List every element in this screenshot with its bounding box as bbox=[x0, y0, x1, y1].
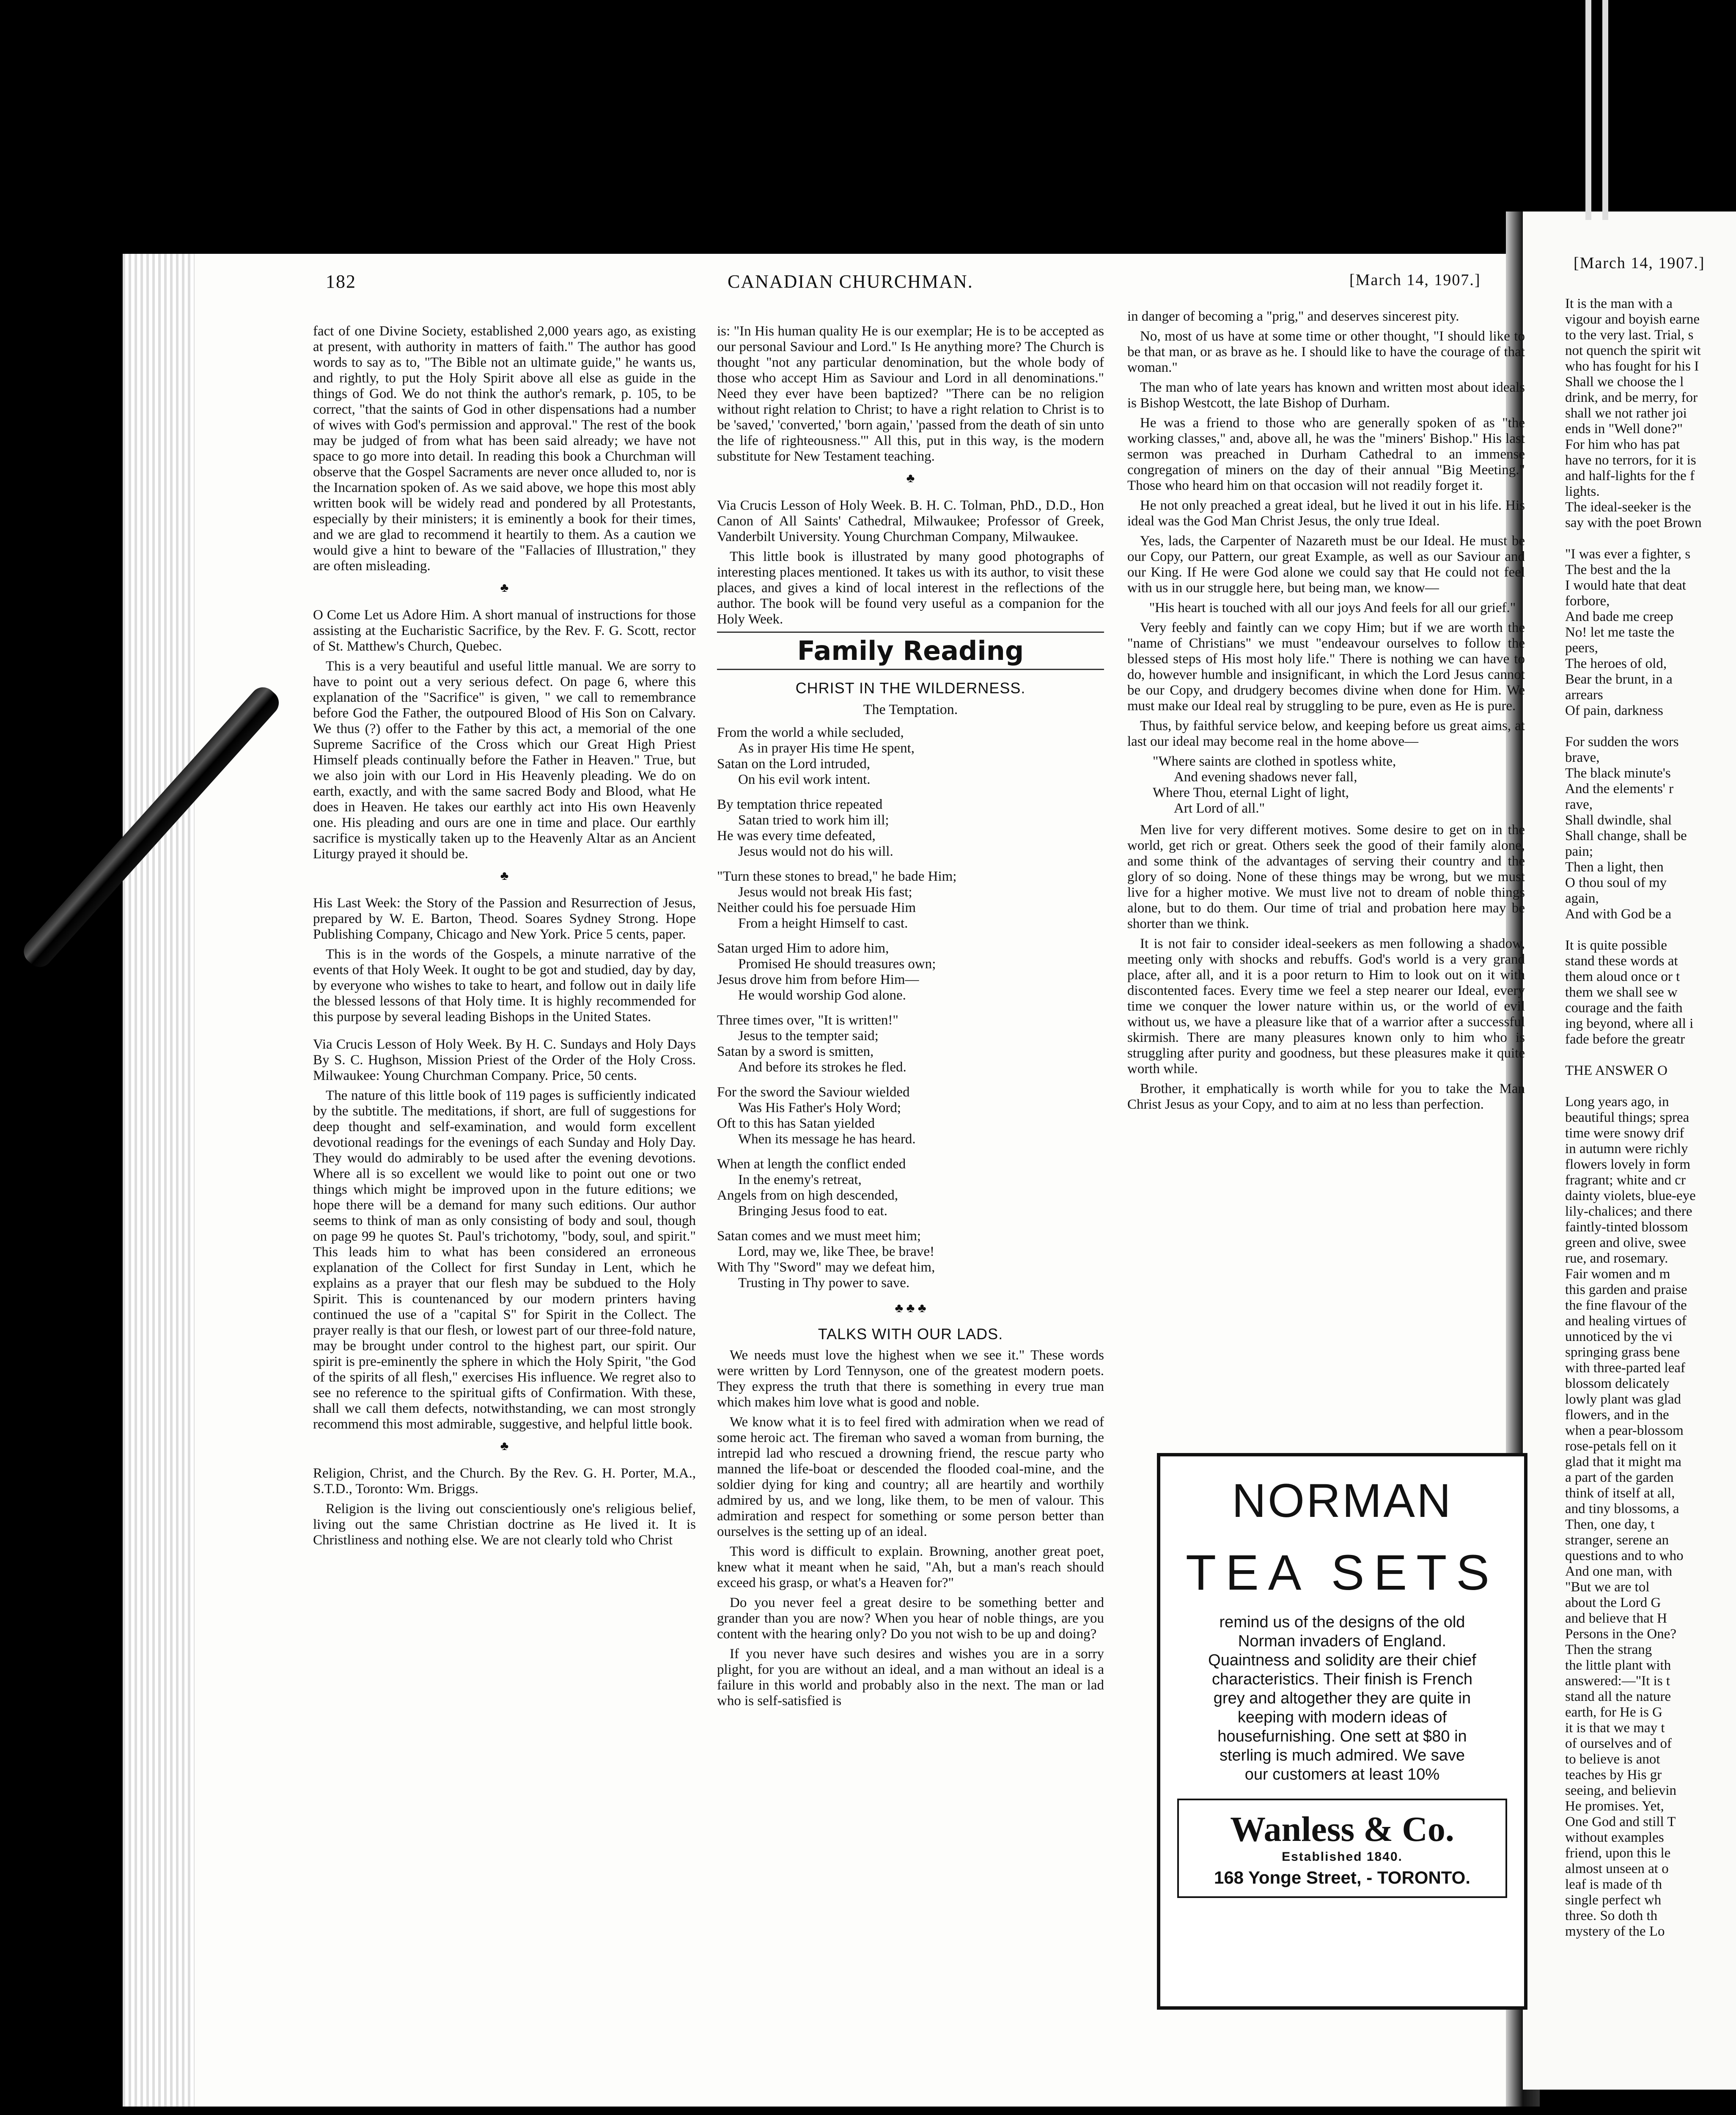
poem-stanza bbox=[717, 1156, 1104, 1219]
poem-line: From a height Himself to cast. bbox=[738, 916, 908, 931]
poem-line: Three times over, "It is written!" bbox=[717, 1013, 898, 1028]
verse-line: Where Thou, eternal Light of light, bbox=[1153, 785, 1349, 800]
book-entry-title: Via Crucis Lesson of Holy Week. B. H. C. Tolman, PhD., D.D., Hon Canon of All Saints' Cathedral, Milwaukee; Professor of Greek, Vanderbilt University. Young Churchman Company, Milwaukee. bbox=[717, 498, 1104, 544]
right-page-line: fragrant; white and cr bbox=[1565, 1173, 1686, 1188]
section-ornament: ♣ bbox=[500, 1439, 509, 1453]
right-page-line: glad that it might ma bbox=[1565, 1454, 1681, 1470]
right-page-line: O thou soul of my bbox=[1565, 875, 1667, 890]
right-page-line: green and olive, swee bbox=[1565, 1235, 1686, 1250]
right-page-line: I would hate that deat bbox=[1565, 578, 1686, 593]
right-page-line: lily-chalices; and there bbox=[1565, 1204, 1692, 1219]
right-page-line: the little plant with bbox=[1565, 1658, 1671, 1673]
right-page-line: unnoticed by the vi bbox=[1565, 1329, 1673, 1344]
right-page-line: answered:—"It is t bbox=[1565, 1673, 1670, 1689]
ad-company: Wanless & Co. bbox=[1230, 1810, 1454, 1849]
right-page-line bbox=[1565, 922, 1736, 938]
page-edges bbox=[123, 254, 195, 2107]
poem-line: In the enemy's retreat, bbox=[738, 1172, 862, 1187]
talks-paragraph: Do you never feel a great desire to be something better and grander than you are now? When you hear of noble things, are you content with the hearing only? Do you not wish to be up and doing? bbox=[717, 1595, 1104, 1642]
right-page-line: beautiful things; sprea bbox=[1565, 1110, 1689, 1125]
right-page-line: It is quite possible bbox=[1565, 938, 1667, 953]
poem-stanza bbox=[717, 797, 1104, 860]
column-2 bbox=[717, 324, 1104, 1713]
right-page-line: with three-parted leaf bbox=[1565, 1360, 1686, 1376]
right-page-line: ing beyond, where all i bbox=[1565, 1016, 1694, 1031]
right-page-line: It is the man with a bbox=[1565, 296, 1673, 311]
book-entry-title: Via Crucis Lesson of Holy Week. By H. C. Sundays and Holy Days By S. C. Hughson, Mission Priest of the Order of the Holy Cross. Milwaukee: Young Churchman Company. Price, 50 cents. bbox=[313, 1037, 696, 1083]
right-page-line: blossom delicately bbox=[1565, 1376, 1670, 1391]
right-page-line: stand these words at bbox=[1565, 953, 1678, 969]
talks-paragraph: Thus, by faithful service below, and keeping before us great aims, at last our ideal may become real in the home above— bbox=[1127, 718, 1525, 749]
right-page-line: The heroes of old, bbox=[1565, 656, 1667, 671]
right-page-line: vigour and boyish earne bbox=[1565, 312, 1700, 327]
talks-paragraph: If you never have such desires and wishes you are in a sorry plight, for you are without an ideal, and a man without an ideal is a failure in this world and probably also in the next. The man or lad who is self-satisfied is bbox=[717, 1646, 1104, 1708]
talks-paragraph: No, most of us have at some time or other thought, "I should like to be that man, or as brave as he. I should like to have the courage of that woman." bbox=[1127, 329, 1525, 375]
talks-paragraph: The man who of late years has known and written most about ideals is Bishop Westcott, the late Bishop of Durham. bbox=[1127, 380, 1525, 411]
right-page-line: leaf is made of th bbox=[1565, 1877, 1662, 1892]
verse-line: "Where saints are clothed in spotless white, bbox=[1153, 754, 1396, 769]
right-page-line: them we shall see w bbox=[1565, 985, 1678, 1000]
right-page-line: Then, one day, t bbox=[1565, 1517, 1655, 1532]
right-page-line: to the very last. Trial, s bbox=[1565, 327, 1694, 343]
poem bbox=[717, 725, 1104, 1291]
right-page-line: shall we not rather joi bbox=[1565, 406, 1687, 421]
top-stripe bbox=[1602, 0, 1608, 220]
book-entry-title: Religion, Christ, and the Church. By the Rev. G. H. Porter, M.A., S.T.D., Toronto: Wm. Briggs. bbox=[313, 1466, 696, 1497]
poem-subtitle: The Temptation. bbox=[863, 702, 958, 717]
right-page-line: it is that we may t bbox=[1565, 1720, 1665, 1736]
ad-body: remind us of the designs of the old Norman invaders of England. Quaintness and solidity are their chief characteristics. Their finish is French grey and altogether they are quite in keeping with modern ideas of housefurnishing. One sett at $80 in sterling is much admired. We save our customers at least 10% bbox=[1208, 1613, 1476, 1783]
right-page-line: teaches by His gr bbox=[1565, 1767, 1662, 1783]
poem-title: CHRIST IN THE WILDERNESS. bbox=[795, 679, 1026, 697]
book-entry-title: His Last Week: the Story of the Passion and Resurrection of Jesus, prepared by W. E. Barton, Theod. Soares Sydney Strong. Hope Publishing Company, Chicago and New York. Price 5 cents, paper. bbox=[313, 895, 696, 942]
talks-paragraph: We needs must love the highest when we see it." These words were written by Lord Tennyson, one of the greatest modern poets. They express the truth that there is something in every true man which makes him love what is good and noble. bbox=[717, 1348, 1104, 1410]
talks-paragraph: Brother, it emphatically is worth while for you to take the Man Christ Jesus as your Copy, and to aim at no less than perfection. bbox=[1127, 1081, 1525, 1112]
poem-line: Was His Father's Holy Word; bbox=[738, 1100, 901, 1115]
right-page-line: three. So doth th bbox=[1565, 1908, 1658, 1923]
right-page-line: And the elements' r bbox=[1565, 781, 1674, 797]
right-page-line: friend, upon this le bbox=[1565, 1846, 1671, 1861]
right-page-line: "I was ever a fighter, s bbox=[1565, 547, 1691, 562]
talks-paragraph: Very feebly and faintly can we copy Him; but if we are worth the "name of Christians" we must "endeavour ourselves to follow the blessed steps of His most holy life." There is nothing we can have to do, however humble and insignificant, in which the Lord Jesus cannot be our Copy, and drudgery becomes divine when done for Him. We must make our Ideal real by struggling to be pure, even as He is pure. bbox=[1127, 620, 1525, 714]
poem-line: Jesus would not do his will. bbox=[738, 844, 893, 859]
right-page-line: THE ANSWER O bbox=[1565, 1063, 1667, 1078]
right-page-line: to believe is anot bbox=[1565, 1752, 1660, 1767]
poem-line: He would worship God alone. bbox=[738, 988, 906, 1003]
right-page-line: And one man, with bbox=[1565, 1564, 1672, 1579]
poem-stanza bbox=[717, 1085, 1104, 1147]
ad-established: Established 1840. bbox=[1282, 1850, 1403, 1864]
right-page-line: Fair women and m bbox=[1565, 1266, 1670, 1282]
review-paragraph: This is a very beautiful and useful little manual. We are sorry to have to point out a very serious defect. On page 6, where this explanation of the "Sacrifice" is given, " we call to remembrance before God the Father, the outpoured Blood of His Son on Calvary. We thus (?) offer to the Father by this act, a memorial of the one Supreme Sacrifice of the Cross which our Great High Priest Himself pleads continually before the Father in Heaven." True, but we also join with our Lord in His Heavenly pleading. We do on earth, exactly, and with the same sacred Body and Blood, what He does in Heaven. He takes our earthly act into His own Heavenly one. His pleading and ours are one in time and place. Our earthly sacrifice is mystically taken up to the Heavenly Altar as an Ancient Liturgy prayed it should be. bbox=[313, 659, 696, 862]
right-page-line bbox=[1565, 1047, 1736, 1063]
right-page-column bbox=[1565, 296, 1736, 1939]
right-page-line: ends in "Well done?" bbox=[1565, 421, 1683, 437]
right-page-line: rave, bbox=[1565, 797, 1593, 812]
poem-line: Promised He should treasures own; bbox=[738, 956, 936, 972]
right-page-line: He promises. Yet, bbox=[1565, 1799, 1664, 1814]
right-page-line: brave, bbox=[1565, 750, 1600, 765]
right-page-line: earth, for He is G bbox=[1565, 1705, 1663, 1720]
right-page-line bbox=[1565, 531, 1736, 547]
poem-line: On his evil work intent. bbox=[738, 772, 871, 787]
right-page-line: the fine flavour of the bbox=[1565, 1298, 1687, 1313]
poem-line: Neither could his foe persuade Him bbox=[717, 900, 916, 915]
right-page-line: of ourselves and of bbox=[1565, 1736, 1672, 1751]
right-page-line: them aloud once or t bbox=[1565, 969, 1680, 984]
right-page-line: fade before the greatr bbox=[1565, 1032, 1685, 1047]
poem-stanza bbox=[717, 1013, 1104, 1075]
section-ornament: ♣ bbox=[500, 869, 509, 883]
right-page-line: courage and the faith bbox=[1565, 1000, 1683, 1016]
column-3 bbox=[1127, 309, 1525, 1117]
poem-line: Satan tried to work him ill; bbox=[738, 813, 889, 828]
right-page-line: flowers lovely in form bbox=[1565, 1157, 1691, 1172]
right-page-line: The ideal-seeker is the bbox=[1565, 500, 1691, 515]
right-page-line: and tiny blossoms, a bbox=[1565, 1501, 1679, 1516]
right-page-line: peers, bbox=[1565, 640, 1598, 656]
section-ornament: ♣ bbox=[500, 581, 509, 595]
right-page-line: almost unseen at o bbox=[1565, 1861, 1669, 1876]
right-page-line: say with the poet Brown bbox=[1565, 515, 1702, 530]
right-page-line: Long years ago, in bbox=[1565, 1094, 1669, 1110]
verse-line: And evening shadows never fall, bbox=[1174, 769, 1357, 785]
review-paragraph: This is in the words of the Gospels, a minute narrative of the events of that Holy Week. It ought to be got and studied, day by day, by everyone who wishes to take to heart, and follow out in daily life the blessed lessons of that Holy time. It is highly recommended for this purpose by several leading Bishops in the United States. bbox=[313, 947, 696, 1025]
right-page-line: springing grass bene bbox=[1565, 1345, 1680, 1360]
talks-paragraph: in danger of becoming a "prig," and deserves sincerest pity. bbox=[1127, 309, 1459, 324]
right-page-line: without examples bbox=[1565, 1830, 1664, 1845]
poem-stanza bbox=[717, 1228, 1104, 1291]
poem-line: He was every time defeated, bbox=[717, 828, 876, 843]
right-page-line: lowly plant was glad bbox=[1565, 1392, 1681, 1407]
poem-line: Satan by a sword is smitten, bbox=[717, 1044, 874, 1059]
verse-line: Art Lord of all." bbox=[1174, 801, 1265, 816]
right-page-line: faintly-tinted blossom bbox=[1565, 1220, 1688, 1235]
journal-title: CANADIAN CHURCHMAN. bbox=[728, 271, 973, 292]
right-page-line: Shall we choose the l bbox=[1565, 374, 1684, 390]
right-page-line: Then a light, then bbox=[1565, 860, 1664, 875]
right-page-line: about the Lord G bbox=[1565, 1595, 1661, 1610]
poem-line: Angels from on high descended, bbox=[717, 1188, 898, 1203]
right-page-line: arrears bbox=[1565, 687, 1603, 703]
poem-line: Bringing Jesus food to eat. bbox=[738, 1203, 887, 1219]
poem-line: Lord, may we, like Thee, be brave! bbox=[738, 1244, 934, 1259]
section-ornament: ♣ ♣ ♣ bbox=[895, 1301, 926, 1315]
talks-paragraph: This word is difficult to explain. Browning, another great poet, knew what it meant when he said, "Ah, but a man's reach should exceed his grasp, or what's a Heaven for?" bbox=[717, 1544, 1104, 1590]
talks-paragraph: Men live for very different motives. Some desire to get on in the world, get rich or great. Others seek the good of their family alone, and some think of the advantages of serving their country and the glory of so doing. None of these things may be wrong, but we must live for a higher motive. We must live not to dream of noble things alone, but to do them. Our time of trial and probation here may be shorter than we think. bbox=[1127, 822, 1525, 931]
talks-paragraph: Yes, lads, the Carpenter of Nazareth must be our Ideal. He must be our Copy, our Pattern, our great Example, as well as our Saviour and our King. If He were God alone we could say that He could not feel with us in our struggle here, but being man, we know— bbox=[1127, 533, 1525, 596]
review-paragraph: This little book is illustrated by many good photographs of interesting places mentioned. It takes us with its author, to visit these places, and gives a kind of local interest in the reflections of the author. The book will be found very useful as a companion for the Holy Week. bbox=[717, 549, 1104, 627]
poem-line: Satan comes and we must meet him; bbox=[717, 1228, 921, 1244]
poem-line: By temptation thrice repeated bbox=[717, 797, 883, 812]
divider bbox=[717, 632, 1104, 633]
poem-line: With Thy "Sword" may we defeat him, bbox=[717, 1260, 935, 1275]
top-stripe bbox=[1585, 0, 1591, 220]
poem-line: When its message he has heard. bbox=[738, 1132, 916, 1147]
poem-line: And before its strokes he fled. bbox=[738, 1060, 906, 1075]
right-page-line: flowers, and in the bbox=[1565, 1407, 1669, 1423]
right-page-line: The best and the la bbox=[1565, 562, 1671, 577]
right-page-line: and healing virtues of bbox=[1565, 1313, 1687, 1329]
book-entry-title: O Come Let us Adore Him. A short manual of instructions for those assisting at the Eucharistic Sacrifice, by the Rev. F. G. Scott, rector of St. Matthew's Church, Quebec. bbox=[313, 607, 696, 654]
right-page-line: a part of the garden bbox=[1565, 1470, 1674, 1485]
poem-stanza bbox=[717, 725, 1104, 788]
poem-line: Satan on the Lord intruded, bbox=[717, 756, 871, 772]
right-page-line: seeing, and believin bbox=[1565, 1783, 1677, 1798]
review-paragraph: Religion is the living out conscientiously one's religious belief, living out the same Christian doctrine as He lived it. It is Christliness and nothing else. We are not clearly told who Christ bbox=[313, 1501, 696, 1548]
talks-paragraph: It is not fair to consider ideal-seekers as men following a shadow, meeting only with shocks and rebuffs. God's world is a very grand place, after all, and it is a poor return to Him to look out on it with discontented faces. Every time we feel a step nearer our Ideal, every time we conquer the lower nature within us, or the world of evil without us, we have a pleasure like that of a warrior after a successful skirmish. There are many pleasures known only to him who is struggling after purity and goodness, but these pleasures make it quite worth while. bbox=[1127, 936, 1525, 1077]
right-page-line: dainty violets, blue-eye bbox=[1565, 1188, 1696, 1203]
right-page-line: mystery of the Lo bbox=[1565, 1924, 1665, 1939]
review-paragraph: is: "In His human quality He is our exemplar; He is to be accepted as our personal Saviour and Lord." Is He anything more? The Church is thought "not any particular denomination, but the whole body of those who accept Him as Saviour and Lord in all denominations." Need they ever have been baptized? "There can be no religion without right relation to Christ; to have a right relation to Christ is to be 'saved,' 'converted,' 'born again,' 'passed from the death of sin unto the life of righteousness.'" All this, put in this way, is the modern substitute for New Testament teaching. bbox=[717, 324, 1104, 464]
right-page-line: forbore, bbox=[1565, 593, 1610, 609]
right-page-line: think of itself at all, bbox=[1565, 1486, 1675, 1501]
ad-address: 168 Yonge Street, - TORONTO. bbox=[1214, 1868, 1471, 1887]
right-page-line: One God and still T bbox=[1565, 1814, 1676, 1829]
ad-headline: TEA SETS bbox=[1186, 1545, 1499, 1601]
right-page-line: who has fought for his I bbox=[1565, 359, 1699, 374]
poem-stanza bbox=[717, 941, 1104, 1003]
right-page-line: No! let me taste the bbox=[1565, 625, 1675, 640]
right-page-line bbox=[1565, 1079, 1736, 1094]
ad-headline: NORMAN bbox=[1232, 1474, 1453, 1527]
section-title: Family Reading bbox=[797, 635, 1024, 666]
section-ornament: ♣ bbox=[906, 471, 915, 485]
right-page-line: in autumn were richly bbox=[1565, 1141, 1688, 1156]
right-page-line: Then the strang bbox=[1565, 1642, 1652, 1657]
talks-paragraph: We know what it is to feel fired with admiration when we read of some heroic act. The fireman who saved a woman from burning, the intrepid lad who rescued a drowning friend, the rescue party who manned the life-boat or descended the flooded coal-mine, and the soldier dying for king and country; all are heartily and worthily admired by us, and we long, like them, to be men of valour. This admiration and respect for something or some person better than ourselves is the setting up of an ideal. bbox=[717, 1415, 1104, 1539]
right-page-line: Bear the brunt, in a bbox=[1565, 672, 1673, 687]
page-date: [March 14, 1907.] bbox=[1349, 271, 1481, 289]
right-page-line: Of pain, darkness bbox=[1565, 703, 1663, 718]
talks-paragraph: He not only preached a great ideal, but he lived it out in his life. His ideal was the God Man Christ Jesus, the only true Ideal. bbox=[1127, 498, 1525, 529]
page-number: 182 bbox=[326, 271, 356, 292]
right-page-line: Shall change, shall be bbox=[1565, 828, 1687, 843]
divider bbox=[717, 669, 1104, 670]
right-page-line: "But we are tol bbox=[1565, 1579, 1650, 1595]
right-page-line: and believe that H bbox=[1565, 1611, 1667, 1626]
column-1 bbox=[313, 324, 696, 1552]
talks-paragraph: He was a friend to those who are generally spoken of as "the working classes," and, above all, he was the "miners' Bishop." His last sermon was preached in Durham Cathedral to an immense congregation of miners on the day of their annual "Big Meeting." Those who heard him on that occasion will not readily forget it. bbox=[1127, 415, 1525, 493]
poem-line: Satan urged Him to adore him, bbox=[717, 941, 889, 956]
right-page-line: Shall dwindle, shal bbox=[1565, 813, 1672, 828]
poem-line: Jesus to the tempter said; bbox=[738, 1028, 879, 1044]
verse-quote: "His heart is touched with all our joys And feels for all our grief." bbox=[1149, 600, 1516, 615]
right-page-line: again, bbox=[1565, 891, 1599, 906]
poem-line: Jesus drove him from before Him— bbox=[717, 972, 919, 987]
right-page-line: And with God be a bbox=[1565, 906, 1672, 922]
verse-quote bbox=[1127, 754, 1525, 816]
right-page-line: pain; bbox=[1565, 844, 1593, 859]
talks-title: TALKS WITH OUR LADS. bbox=[818, 1325, 1003, 1343]
poem-line: As in prayer His time He spent, bbox=[738, 741, 915, 756]
poem-stanza bbox=[717, 869, 1104, 931]
right-page-line: single perfect wh bbox=[1565, 1893, 1662, 1908]
right-page-line: stand all the nature bbox=[1565, 1689, 1671, 1704]
right-page-line: drink, and be merry, for bbox=[1565, 390, 1698, 405]
right-page-line: For sudden the wors bbox=[1565, 734, 1679, 750]
right-page-line: lights. bbox=[1565, 484, 1600, 499]
poem-line: "Turn these stones to bread," he bade Him; bbox=[717, 869, 957, 884]
poem-line: For the sword the Saviour wielded bbox=[717, 1085, 910, 1100]
right-page-line: not quench the spirit wit bbox=[1565, 343, 1701, 358]
review-paragraph: The nature of this little book of 119 pages is sufficiently indicated by the subtitle. The meditations, if short, are full of suggestions for deep thought and self-examination, and would form excellent devotional readings for the evenings of each Sunday and Holy Day. They would do admirably to be used after the evening devotions. Where all is so excellent we would like to point out one or two things which might be improved upon in the future editions; we hope there will be a demand for many such editions. Our author seems to think of man as only consisting of body and soul, though on page 99 he quotes St. Paul's trichotomy, "body, soul, and spirit." This leads him to what has been considered an erroneous explanation of the Collect for first Sunday in Lent, which he explains as a prayer that our flesh may be subdued to the Holy Spirit. This is countenanced by our modern printers having continued the use of a "capital S" for Spirit in the Collect. The prayer really is that our flesh, or lowest part of our three-fold nature, may be brought under control to the highest part, our spirit. Our spirit is pre-eminently the sphere in which the Holy Spirit, "the God of the spirits of all flesh," exercises His influence. We regret also to see no reference to the spiritual gifts of Confirmation. With these, shall we call them defects, notwithstanding, we can most strongly recommend this most admirable, suggestive, and helpful little book. bbox=[313, 1088, 696, 1432]
poem-line: When at length the conflict ended bbox=[717, 1156, 906, 1172]
norman-tea-sets-ad bbox=[1157, 1453, 1527, 2010]
right-page-line: time were snowy drif bbox=[1565, 1126, 1684, 1141]
right-page-date: [March 14, 1907.] bbox=[1574, 254, 1705, 272]
right-page-line: For him who has pat bbox=[1565, 437, 1680, 452]
right-page-line bbox=[1565, 719, 1736, 734]
right-page-line: when a pear-blossom bbox=[1565, 1423, 1684, 1438]
right-page-line: rose-petals fell on it bbox=[1565, 1439, 1677, 1454]
right-page-line: this garden and praise bbox=[1565, 1282, 1687, 1297]
right-page-line: rue, and rosemary. bbox=[1565, 1251, 1668, 1266]
poem-line: Oft to this has Satan yielded bbox=[717, 1116, 875, 1131]
right-page-line: The black minute's bbox=[1565, 766, 1671, 781]
right-page-line: questions and to who bbox=[1565, 1548, 1684, 1563]
right-page-line: stranger, serene an bbox=[1565, 1533, 1669, 1548]
review-paragraph: fact of one Divine Society, established 2,000 years ago, as existing at present, with authority in matters of faith." The author has good words to say as to, "The Bible not an ultimate guide," he wants us, and rightly, to put the Holy Spirit above all else as guide in the things of God. We do not think the author's remark, p. 105, to be correct, "that the saints of God in other dispensations had a number of wives with God's permission and approval." The rest of the book may be judged of from what has been said already; we have not space to go more into detail. In reading this book a Churchman will observe that the Gospel Sacraments are never once alluded to, nor is the Incarnation spoken of. As we said above, we hope this most ably written book will be widely read and pondered by all Protestants, especially by their ministers; it is eminently a book for their times, and we are glad to recommend it heartily to them. As a caution we would give a hint to beware of the "Fallacies of Illustration," they are often misleading. bbox=[313, 324, 696, 574]
poem-line: Trusting in Thy power to save. bbox=[738, 1275, 910, 1291]
ad-company-box bbox=[1177, 1799, 1507, 1898]
right-page-line: And bade me creep bbox=[1565, 609, 1673, 624]
right-page-line: and half-lights for the f bbox=[1565, 468, 1695, 483]
right-page-line: have no terrors, for it is bbox=[1565, 453, 1696, 468]
right-page-line: Persons in the One? bbox=[1565, 1626, 1677, 1642]
poem-line: Jesus would not break His fast; bbox=[738, 884, 912, 900]
poem-line: From the world a while secluded, bbox=[717, 725, 904, 740]
